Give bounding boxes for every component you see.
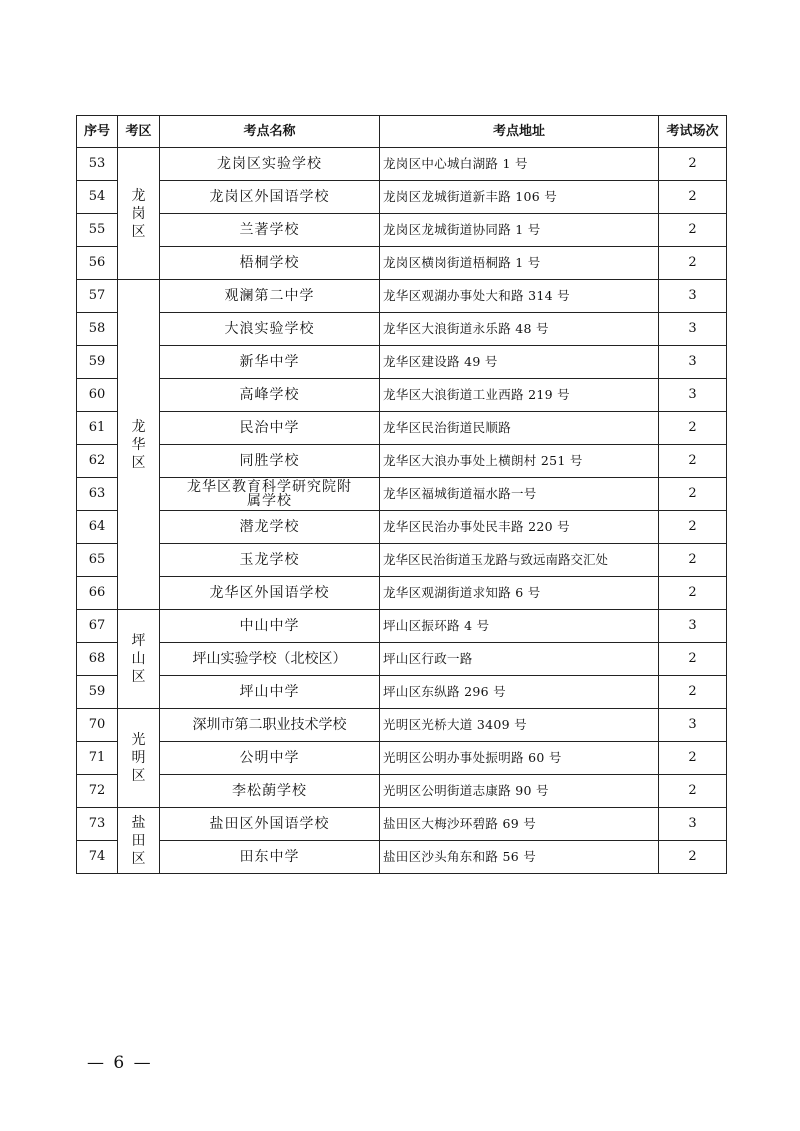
- row-sessions: 3: [659, 280, 727, 313]
- table-row: [77, 181, 727, 214]
- row-name: 龙岗区外国语学校: [160, 181, 380, 214]
- row-name: 大浪实验学校: [160, 313, 380, 346]
- district-cell-yantian: 盐田区: [118, 808, 160, 874]
- row-sessions: 2: [659, 742, 727, 775]
- row-name: 观澜第二中学: [160, 280, 380, 313]
- row-no: 66: [77, 577, 118, 610]
- row-name: 潜龙学校: [160, 511, 380, 544]
- row-no: 71: [77, 742, 118, 775]
- table-row: [77, 643, 727, 676]
- row-address: 坪山区东纵路 296 号: [380, 676, 659, 709]
- row-no: 59: [77, 346, 118, 379]
- table-row: [77, 214, 727, 247]
- row-sessions: 2: [659, 676, 727, 709]
- row-sessions: 2: [659, 247, 727, 280]
- row-address: 龙华区大浪办事处上横朗村 251 号: [380, 445, 659, 478]
- table-header-row: [77, 116, 727, 148]
- row-name: 中山中学: [160, 610, 380, 643]
- row-address: 龙岗区龙城街道新丰路 106 号: [380, 181, 659, 214]
- row-address: 龙华区民治街道民顺路: [380, 412, 659, 445]
- table-row: [77, 148, 727, 181]
- row-sessions: 2: [659, 214, 727, 247]
- row-no: 65: [77, 544, 118, 577]
- header-district: 考区: [118, 116, 160, 148]
- row-address: 光明区公明办事处振明路 60 号: [380, 742, 659, 775]
- row-name: 坪山实验学校（北校区）: [160, 643, 380, 676]
- row-no: 64: [77, 511, 118, 544]
- row-address: 龙华区福城街道福水路一号: [380, 478, 659, 511]
- row-no: 73: [77, 808, 118, 841]
- row-address: 龙华区民治办事处民丰路 220 号: [380, 511, 659, 544]
- row-sessions: 3: [659, 808, 727, 841]
- row-address: 龙华区大浪街道永乐路 48 号: [380, 313, 659, 346]
- row-name: 高峰学校: [160, 379, 380, 412]
- row-sessions: 2: [659, 412, 727, 445]
- row-sessions: 2: [659, 148, 727, 181]
- row-sessions: 3: [659, 313, 727, 346]
- row-name: 同胜学校: [160, 445, 380, 478]
- row-no: 54: [77, 181, 118, 214]
- district-cell-pingshan: 坪山区: [118, 610, 160, 709]
- table-row: [77, 313, 727, 346]
- table-row: [77, 247, 727, 280]
- row-name: 新华中学: [160, 346, 380, 379]
- row-address: 龙岗区中心城白湖路 1 号: [380, 148, 659, 181]
- row-sessions: 3: [659, 709, 727, 742]
- row-address: 龙华区大浪街道工业西路 219 号: [380, 379, 659, 412]
- table-row: [77, 676, 727, 709]
- row-address: 龙华区观湖办事处大和路 314 号: [380, 280, 659, 313]
- row-sessions: 2: [659, 478, 727, 511]
- row-address: 龙华区观湖街道求知路 6 号: [380, 577, 659, 610]
- row-address: 光明区公明街道志康路 90 号: [380, 775, 659, 808]
- header-no: 序号: [77, 116, 118, 148]
- header-name: 考点名称: [160, 116, 380, 148]
- row-address: 坪山区振环路 4 号: [380, 610, 659, 643]
- row-no: 56: [77, 247, 118, 280]
- row-name: 坪山中学: [160, 676, 380, 709]
- row-address: 盐田区沙头角东和路 56 号: [380, 841, 659, 874]
- row-no: 68: [77, 643, 118, 676]
- table-row: [77, 775, 727, 808]
- row-name: 玉龙学校: [160, 544, 380, 577]
- row-no: 61: [77, 412, 118, 445]
- row-no: 72: [77, 775, 118, 808]
- row-no: 63: [77, 478, 118, 511]
- table-row: [77, 379, 727, 412]
- row-name: 民治中学: [160, 412, 380, 445]
- row-no: 74: [77, 841, 118, 874]
- row-sessions: 2: [659, 643, 727, 676]
- row-address: 龙华区民治街道玉龙路与致远南路交汇处: [380, 544, 659, 577]
- row-sessions: 2: [659, 181, 727, 214]
- row-no: 62: [77, 445, 118, 478]
- table-row: [77, 841, 727, 874]
- row-sessions: 2: [659, 577, 727, 610]
- row-name: 龙华区外国语学校: [160, 577, 380, 610]
- table-row: [77, 346, 727, 379]
- row-sessions: 3: [659, 379, 727, 412]
- page-number: — 6 —: [87, 1053, 153, 1073]
- row-name: 公明中学: [160, 742, 380, 775]
- row-address: 坪山区行政一路: [380, 643, 659, 676]
- district-cell-longhua: 龙华区: [118, 280, 160, 610]
- table-row: [77, 445, 727, 478]
- row-name: 盐田区外国语学校: [160, 808, 380, 841]
- row-sessions: 2: [659, 775, 727, 808]
- row-name: 龙华区教育科学研究院附属学校: [160, 478, 380, 511]
- row-address: 盐田区大梅沙环碧路 69 号: [380, 808, 659, 841]
- row-name: 田东中学: [160, 841, 380, 874]
- header-sessions: 考试场次: [659, 116, 727, 148]
- table-row: [77, 610, 727, 643]
- row-name: 兰著学校: [160, 214, 380, 247]
- row-no: 70: [77, 709, 118, 742]
- row-no: 59: [77, 676, 118, 709]
- table-row: [77, 511, 727, 544]
- row-address: 龙岗区龙城街道协同路 1 号: [380, 214, 659, 247]
- row-sessions: 2: [659, 544, 727, 577]
- header-address: 考点地址: [380, 116, 659, 148]
- table-row: [77, 478, 727, 511]
- row-address: 龙华区建设路 49 号: [380, 346, 659, 379]
- table-row: [77, 742, 727, 775]
- exam-site-table: [76, 115, 727, 874]
- row-name: 李松蓢学校: [160, 775, 380, 808]
- row-no: 55: [77, 214, 118, 247]
- row-address: 龙岗区横岗街道梧桐路 1 号: [380, 247, 659, 280]
- row-sessions: 2: [659, 841, 727, 874]
- table-row: [77, 577, 727, 610]
- row-name: 深圳市第二职业技术学校: [160, 709, 380, 742]
- row-sessions: 3: [659, 610, 727, 643]
- row-sessions: 2: [659, 445, 727, 478]
- table-row: [77, 808, 727, 841]
- district-cell-guangming: 光明区: [118, 709, 160, 808]
- row-no: 60: [77, 379, 118, 412]
- table-row: [77, 544, 727, 577]
- row-no: 57: [77, 280, 118, 313]
- row-no: 53: [77, 148, 118, 181]
- district-cell-longgang: 龙岗区: [118, 148, 160, 280]
- table-row: [77, 709, 727, 742]
- row-no: 67: [77, 610, 118, 643]
- row-sessions: 2: [659, 511, 727, 544]
- row-name: 梧桐学校: [160, 247, 380, 280]
- row-name: 龙岗区实验学校: [160, 148, 380, 181]
- row-address: 光明区光桥大道 3409 号: [380, 709, 659, 742]
- table-row: [77, 280, 727, 313]
- table-row: [77, 412, 727, 445]
- row-no: 58: [77, 313, 118, 346]
- row-sessions: 3: [659, 346, 727, 379]
